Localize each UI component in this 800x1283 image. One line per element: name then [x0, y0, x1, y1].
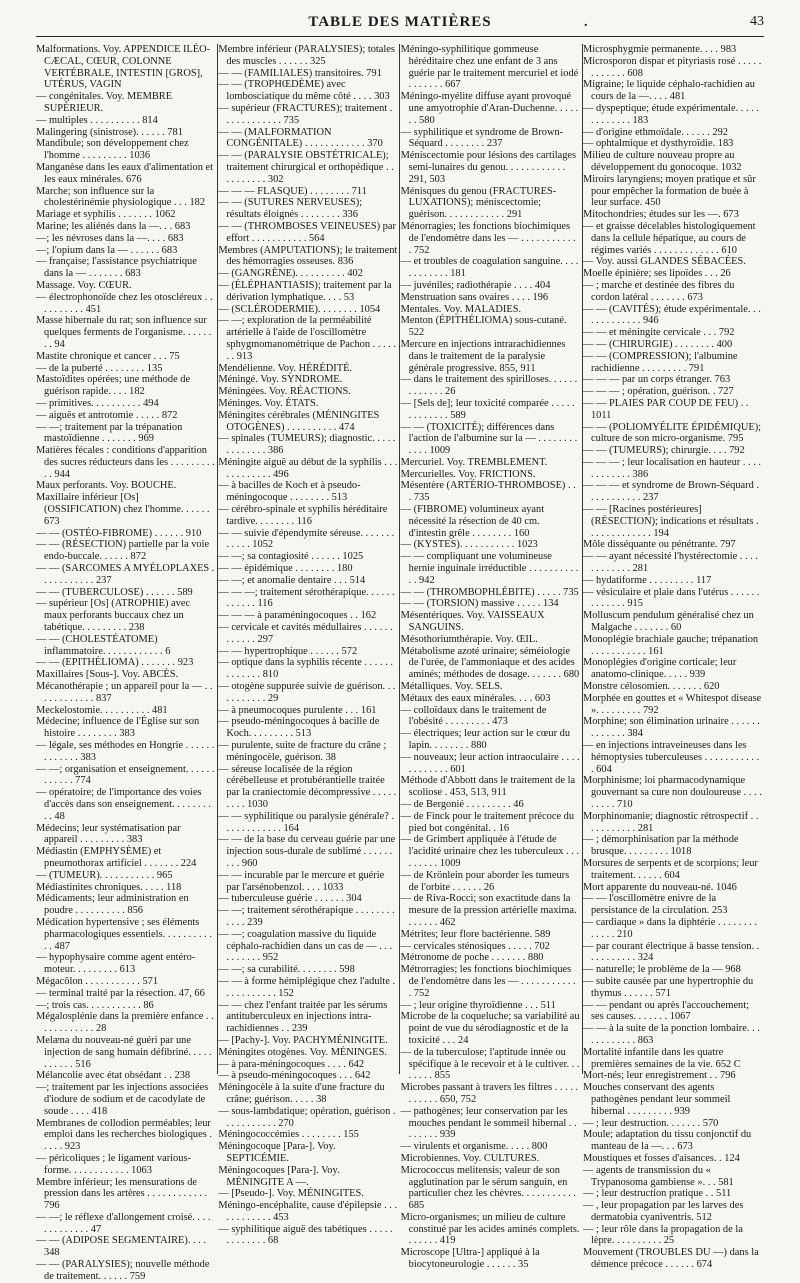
index-entry: Méningo-myélite diffuse ayant provoqué une amyotrophie d'Aran-Duchenne. . . . . . . 580	[400, 91, 579, 126]
index-entry: — à para-méningocoques . . . . 642	[218, 1058, 365, 1070]
index-entry: Mésentériques. Voy. VAISSEAUX SANGUINS.	[400, 610, 545, 634]
index-entry: — supérieur [Os] (ATROPHIE) avec maux perforants buccaux chez un tabétique. . . . . . . . . 238	[36, 598, 191, 634]
index-entry: — hypophysaire comme agent entéro-moteur. . . . . . . . . 613	[36, 952, 196, 976]
index-entry: Morphinomanie; diagnostic rétrospectif . . . . . . . . . . . 281	[582, 810, 759, 834]
index-entry: — électrophonoïde chez les otoscléreux . . . . . . . . . . 451	[36, 291, 213, 315]
index-entry: — , leur propagation par les larves des dermatobia cyaniventris. 512	[582, 1200, 744, 1223]
index-entry: — (SCLÉRODERMIE). . . . . . . . 1054	[218, 303, 381, 315]
index-column-3	[400, 44, 583, 1271]
index-entry: Morphine; son élimination urinaire . . . . . . . . . . . . . 384	[582, 716, 760, 740]
index-entry: — légale, ses méthodes en Hongrie . . . . . . . . . . . . . 383	[36, 740, 215, 763]
index-entry: Massage. Voy. CŒUR.	[36, 279, 132, 291]
index-entry: Maux perforants. Voy. BOUCHE.	[36, 480, 177, 492]
index-entry: Monstre célosomien. . . . . . . 620	[582, 681, 720, 693]
index-entry: — de Bergonié . . . . . . . . . 46	[400, 799, 524, 810]
index-entry: — à bacilles de Koch et à pseudo-méningocoque . . . . . . . . 513	[218, 480, 361, 504]
index-entry: Môle disséquante ou pénétrante. 797	[582, 539, 736, 551]
index-entry: — juvéniles; radiothérapie . . . . 404	[400, 279, 551, 291]
index-entry: — cervicale et cavités médullaires . . . . . . . . . . . . 297	[218, 622, 393, 645]
index-entry: — (FIBROME) volumineux ayant nécessité la résection de 40 cm. d'intestin grêle . . . . . . . . 160	[400, 504, 545, 539]
index-column-4	[582, 44, 764, 1271]
index-entry: — de Finck pour le traitement précoce du pied bot congénital. . 16	[400, 810, 575, 834]
index-entry: Méningo-syphilitique gommeuse héréditaire chez une enfant de 3 ans guérie par le traitement mercuriel et iodé . . . . . . . 667	[400, 44, 579, 91]
index-entry: —; trois cas. . . . . . . . . . . 86	[36, 999, 154, 1011]
index-entry: — de la puberté . . . . . . . . 135	[36, 362, 163, 374]
index-columns	[36, 44, 764, 1282]
index-entry: — —; sa contagiosité . . . . . . 1025	[218, 551, 364, 563]
index-entry: Méningites cérébrales (MÉNINGITES OTOGÈNES) . . . . . . . . . . 474	[218, 409, 380, 433]
index-entry: — — de la base du cerveau guérie par une injection sous-durale de sublimé . . . . . . . . . 960	[218, 834, 396, 869]
index-entry: — — (TOXICITÉ); différences dans l'action de l'albumine sur la — . . . . . . . . . . . . 1009	[400, 421, 578, 457]
index-entry: — multiples . . . . . . . . . . 814	[36, 114, 158, 126]
index-entry: Morphée en gouttes et « Whitespot disease ». . . . . . . . . 792	[582, 692, 762, 716]
index-entry: Mastite chronique et cancer . . . 75	[36, 350, 180, 362]
index-entry: — ; leur rôle dans la propagation de la lèpre. . . . . . . . . . 25	[582, 1223, 743, 1247]
index-entry: — dans le traitement des spirilloses. . . . . . . . . . . . . 26	[400, 374, 578, 398]
index-entry: — —; coagulation massive du liquide céphalo-rachidien dans un cas de — . . . . . . . . . . 952	[218, 928, 393, 964]
index-entry: — Voy. aussi GLANDES SÉBACÉES.	[582, 256, 746, 268]
running-title: TABLE DES MATIÈRES	[308, 14, 492, 30]
index-entry: Moule; adaptation du tissu conjonctif du manteau de la —. . . 673	[582, 1129, 752, 1153]
index-entry: Méningocèle à la suite d'une fracture du crâne; guérison. . . . . 38	[218, 1082, 385, 1105]
index-entry: — — (RÉSECTION) partielle par la voie endo-buccale. . . . . . 872	[36, 539, 210, 563]
index-entry: Médecins; leur systématisation par appareil . . . . . . . . . 383	[36, 822, 181, 846]
index-entry: — —; traitement par la trépanation mastoïdienne . . . . . . . 969	[36, 421, 183, 445]
index-entry: — par courant électrique à basse tension. . . . . . . . . . . 324	[582, 940, 760, 964]
index-entry: Menstruation sans ovaires . . . . 196	[400, 291, 549, 303]
index-entry: Médiastin (EMPHYSÈME) et pneumothorax artificiel . . . . . . . 224	[36, 846, 197, 869]
index-entry: — —; organisation et enseignement. . . . . . . . . . . . 774	[36, 763, 215, 787]
index-entry: — — (SARCOMES A MYÉLOPLAXES . . . . . . . . . . . 237	[36, 563, 215, 586]
header-dot: .	[584, 15, 588, 30]
index-entry: — opératoire; de l'importance des voies d'accès dans son enseignement. . . . . . . . . . 48	[36, 787, 211, 822]
index-entry: Mésothoriumthérapie. Voy. ŒIL.	[400, 633, 538, 645]
index-entry: Mouches conservant des agents pathogènes pendant leur sommeil hibernal . . . . . . . . . 939	[582, 1082, 731, 1117]
index-entry: Médecine; influence de l'Église sur son histoire . . . . . . . . 383	[36, 716, 200, 740]
index-entry: Masse hibernale du rat; son influence sur quelques ferments de l'organisme. . . . . . . . 94	[36, 315, 212, 350]
index-entry: — — incurable par le mercure et guérie par l'arsénobenzol. . . . 1033	[218, 869, 385, 893]
index-entry: — — — et syndrome de Brown-Séquard . . . . . . . . . . . 237	[582, 480, 760, 504]
index-entry: — — (TUBERCULOSE) . . . . . . 589	[36, 586, 193, 598]
index-entry: Mélancolie avec état obsédant . . 238	[36, 1070, 191, 1082]
index-entry: — — (COMPRESSION); l'albumine rachidienne . . . . . . . . . 791	[582, 350, 738, 374]
index-entry: — terminal traité par la résection. 47, 66	[36, 987, 205, 999]
index-entry: — — épidémique . . . . . . . . 180	[218, 563, 353, 575]
index-entry: — — (MALFORMATION CONGÉNITALE) . . . . . . . . . . . . 370	[218, 126, 383, 150]
index-entry: — — (FAMILIALES) transitoires. 791	[218, 67, 382, 79]
index-entry: Microscope [Ultra-] appliqué à la biocytoneurologie . . . . . . 35	[400, 1247, 540, 1271]
index-entry: — naturelle; le problème de la — 968	[582, 964, 741, 976]
index-entry: — ; leur origine thyroïdienne . . . 511	[400, 999, 556, 1011]
index-entry: Menton (ÉPITHÉLIOMA) sous-cutané. 522	[400, 315, 567, 339]
index-entry: — —; exploration de la perméabilité artérielle à l'aide de l'oscillomètre sphygmomanométrique de Pachon . . . . . . . 913	[218, 315, 397, 362]
index-entry: — — et méningite cervicale . . . 792	[582, 327, 735, 339]
index-entry: Monoplégies d'origine corticale; leur anatomo-clinique. . . . . 939	[582, 657, 737, 681]
index-entry: Morphinisme; loi pharmacodynamique gouvernant sa cure non douloureuse . . . . . . . . . 710	[582, 775, 762, 810]
index-entry: — — — FLASQUE) . . . . . . . . 711	[218, 185, 367, 197]
index-entry: — — (THROMBOSES VEINEUSES) par effort . . . . . . . . . . . 564	[218, 220, 396, 244]
index-entry: Méningocoque [Para-]. Voy. SEPTICÉMIE.	[218, 1141, 336, 1164]
index-entry: Méthode d'Abbott dans le traitement de la scoliose . 453, 513, 911	[400, 775, 576, 799]
index-entry: Micro-organismes; un milieu de culture constitué par les acides aminés complets. . . . . . . 419	[400, 1211, 580, 1247]
index-entry: — syphilitique aiguë des tabétiques . . . . . . . . . . . . . 68	[218, 1223, 393, 1247]
index-entry: — — pendant ou après l'accouchement; ses causes. . . . . . . 1067	[582, 999, 750, 1023]
index-entry: Microsphygmie permanente. . . . 983	[582, 44, 737, 55]
index-column-1	[36, 44, 218, 1282]
index-entry: Méningite aiguë au début de la syphilis . . . . . . . . . . . . 496	[218, 456, 398, 480]
index-entry: Médication hypertensive ; ses éléments pharmacologiques essentiels. . . . . . . . . . . . 487	[36, 916, 212, 952]
index-entry: — [Pseudo-]. Voy. MÉNINGITES.	[218, 1188, 364, 1200]
index-entry: Membres (AMPUTATIONS); le traitement des hémorragies osseuses. 836	[218, 244, 398, 268]
index-entry: Méningées. Voy. RÉACTIONS.	[218, 386, 351, 398]
index-entry: Mortalité infantile dans les quatre premières semaines de la vie. 652 C	[582, 1046, 741, 1070]
index-entry: — — suivie d'épendymite séreuse. . . . . . . . . . . . 1052	[218, 527, 395, 551]
index-entry: Membre inférieur (PARALYSIES); totales des muscles . . . . . . 325	[218, 44, 395, 67]
index-entry: Mercurielles. Voy. FRICTIONS.	[400, 468, 536, 480]
index-entry: Méningo-encéphalite, cause d'épilepsie . . . . . . . . . . . . 453	[218, 1200, 398, 1223]
index-entry: Maxillaires [Sous-]. Voy. ABCÈS.	[36, 669, 179, 681]
index-entry: — pathogènes; leur conservation par les mouches pendant le sommeil hibernal . . . . . . . . 939	[400, 1105, 577, 1141]
index-entry: — ; leur destruction pratique . . 511	[582, 1188, 732, 1200]
index-entry: Microbiennes. Voy. CULTURES.	[400, 1152, 540, 1164]
index-entry: — tuberculeuse guérie . . . . . . 304	[218, 893, 362, 905]
index-entry: — de Krönlein pour aborder les tumeurs de l'orbite . . . . . . 26	[400, 869, 570, 893]
index-entry: — — hypertrophique . . . . . . 572	[218, 645, 358, 657]
index-entry: Mégalosplénie dans la première enfance . . . . . . . . . . . . 28	[36, 1011, 214, 1035]
index-entry: — de Grimbert appliquée à l'étude de l'acidité urinaire chez les tuberculeux . . . . . . . . . 1009	[400, 834, 580, 869]
index-entry: Médiastinites chroniques. . . . . 118	[36, 881, 182, 893]
index-entry: — virulents et organisme. . . . . 800	[400, 1141, 548, 1153]
index-entry: — en injections intraveineuses dans les hémoptysies tuberculeuses . . . . . . . . . . . . 604	[582, 740, 760, 775]
index-entry: Marche; son influence sur la cholestérinémie physiologique . . . 182	[36, 185, 206, 209]
index-entry: Ménisques du genou (FRACTURES-LUXATIONS); méniscectomie; guérison. . . . . . . . . . . . 291	[400, 185, 557, 221]
index-entry: Médicaments; leur administration en poudre . . . . . . . . . . 856	[36, 893, 189, 917]
index-entry: Malingering (sinistrose). . . . . . 781	[36, 126, 183, 138]
index-entry: — et graisse décelables histologiquement dans la cellule hépatique, au cours de régimes variés . . . . . . . . . . . . . 610	[582, 220, 756, 256]
index-entry: — péricoliques ; le ligament various-forme. . . . . . . . . . . . 1063	[36, 1152, 191, 1176]
index-entry: — — (TUMEURS); chirurgie. . . . 792	[582, 445, 745, 457]
index-entry: — — l'oscillomètre enivre de la persistance de la circulation. 253	[582, 893, 728, 917]
index-entry: Mégacôlon . . . . . . . . . . . 571	[36, 975, 159, 987]
index-entry: Mercuriel. Voy. TREMBLEMENT.	[400, 456, 548, 468]
index-entry: — syphilitique et syndrome de Brown-Séquard . . . . . . . . 237	[400, 126, 564, 150]
index-entry: — agents de transmission du « Trypanosoma gambiense ». . . 581	[582, 1164, 734, 1188]
page-number: 43	[750, 14, 764, 29]
index-entry: — (ÉLÉPHANTIASIS); traitement par la dérivation lymphatique. . . . 53	[218, 279, 392, 303]
index-entry: Morsures de serpents et de scorpions; leur traitement. . . . . . 604	[582, 857, 758, 881]
index-entry: Matières fécales : conditions d'apparition des sucres réducteurs dans les . . . . . . . . . . . 944	[36, 445, 215, 480]
index-entry: — — —; traitement sérothérapique. . . . . . . . . . . . 116	[218, 586, 395, 610]
index-entry: — — (POLIOMYÉLITE ÉPIDÉMIQUE); culture de son micro-organisme. 795	[582, 421, 762, 445]
index-entry: — — (ADIPOSE SEGMENTAIRE). . . . 348	[36, 1235, 207, 1259]
index-entry: — — (CHIRURGIE) . . . . . . . . 400	[582, 338, 733, 350]
index-entry: Méninges. Voy. ÉTATS.	[218, 397, 319, 409]
index-entry: — supérieur (FRACTURES); traitement . . . . . . . . . . . . 735	[218, 102, 393, 126]
index-entry: — cervicales sténosiques . . . . . 702	[400, 940, 550, 952]
index-entry: — pseudo-méningocoques à bacille de Koch. . . . . . . . . 513	[218, 716, 380, 740]
index-entry: Micrococcus melitensis; valeur de son agglutination par le sérum sanguin, en particulier chez les chèvres. . . . . . . . . . . 685	[400, 1164, 576, 1212]
index-entry: Marine; les aliénés dans la —. . . 683	[36, 220, 191, 232]
index-entry: Ménorragies; les fonctions biochimiques de l'endomètre dans les — . . . . . . . . . . . . 752	[400, 220, 576, 256]
index-entry: Mort apparente du nouveau-né. 1046	[582, 881, 737, 893]
index-entry: — cardiaque » dans la diphtérie . . . . . . . . . . . . . 210	[582, 916, 757, 940]
index-entry: Moelle épinière; ses lipoïdes . . . 26	[582, 268, 731, 280]
index-entry: — d'origine ethmoïdale. . . . . . 292	[582, 126, 728, 138]
index-entry: Microbe de la coqueluche; sa variabilité au point de vue du sérodiagnostic et de la toxicité . . . 24	[400, 1011, 580, 1046]
index-entry: Métrites; leur flore bactérienne. 589	[400, 928, 551, 940]
index-entry: — — — ; leur localisation en hauteur . . . . . . . . . . . . 386	[582, 456, 762, 480]
index-entry: — séreuse localisée de la région cérébelleuse et protubérantielle traitée par la craniectomie décompressive . . . . . . . . . 1030	[218, 763, 397, 810]
index-entry: — —; sa curabilité. . . . . . . . 598	[218, 964, 355, 976]
index-entry: Milieu de culture nouveau propre au développement du gonocoque. 1032	[582, 150, 742, 173]
index-entry: — — (EPITHÉLIOMA) . . . . . . . 923	[36, 657, 194, 669]
index-entry: Mariage et syphilis . . . . . . . 1062	[36, 209, 176, 221]
index-entry: — [Pachy-]. Voy. PACHYMÉNINGITE.	[218, 1034, 388, 1046]
index-entry: — [Sels de]; leur toxicité comparée . . . . . . . . . . . . . 589	[400, 397, 575, 421]
index-entry: Maxillaire inférieur [Os] (OSSIFICATION) chez l'homme. . . . . . 673	[36, 492, 210, 527]
index-entry: Méningites otogènes. Voy. MÉNINGES.	[218, 1046, 387, 1058]
index-entry: — — chez l'enfant traitée par les sérums antituberculeux en injections intra-rachidiennes . . 239	[218, 999, 388, 1035]
index-entry: — — — à paraméningocoques . . 162	[218, 610, 377, 622]
page-header	[36, 14, 764, 37]
index-entry: Molluscum pendulum généralisé chez un Malgache . . . . . . . 60	[582, 610, 754, 634]
index-entry: Mitochondries; études sur les —. 673	[582, 209, 739, 221]
index-entry: Membre inférieur; les mensurations de pression dans les artères . . . . . . . . . . . . 796	[36, 1176, 208, 1212]
index-entry: Métrorragies; les fonctions biochimiques de l'endomètre dans les — . . . . . . . . . . . . 752	[400, 964, 576, 999]
index-entry: — — [Racines postérieures] (RÉSECTION); indications et résultats . . . . . . . . . . . . . 194	[582, 504, 759, 539]
index-entry: Membranes de collodion perméables; leur emploi dans les recherches biologiques . . . . . 923	[36, 1117, 212, 1153]
index-entry: — — à la suite de la ponction lombaire. . . . . . . . . . . . 863	[582, 1023, 760, 1046]
index-entry: — —; et anomalie dentaire . . . 514	[218, 574, 366, 586]
index-entry: Malformations. Voy. APPENDICE ILÉO-CÆCAL, CŒUR, COLONNE VERTÉBRALE, INTESTIN [GROS], UTÉRUS, VAGIN	[36, 44, 211, 91]
index-entry: Melæna du nouveau-né guéri par une injection de sang humain défibriné. . . . . . . . . . . 516	[36, 1034, 212, 1070]
index-entry: — aiguës et antrotomie . . . . . 872	[36, 409, 178, 421]
index-entry: — hydatiforme . . . . . . . . . 117	[582, 574, 712, 586]
index-entry: Métaux des eaux minérales. . . . 603	[400, 692, 551, 704]
index-entry: Monoplégie brachiale gauche; trépanation . . . . . . . . . . . 161	[582, 633, 759, 657]
index-entry: Mouvement (TROUBLES DU —) dans la démence précoce . . . . . . 674	[582, 1247, 759, 1271]
index-entry: — colloïdaux dans le traitement de l'obésité . . . . . . . . . 473	[400, 704, 547, 728]
index-entry: Méningé. Voy. SYNDROME.	[218, 374, 343, 386]
index-entry: — optique dans la syphilis récente . . . . . . . . . . . . . 810	[218, 657, 393, 681]
index-entry: — ; marche et destinée des fibres du cordon latéral . . . . . . . 673	[582, 279, 735, 303]
index-entry: — —; traitement sérothérapique . . . . . . . . . . . . 239	[218, 905, 395, 928]
index-entry: Mandibule; son développement chez l'homme . . . . . . . . . 1036	[36, 138, 189, 162]
index-entry: Mentales. Voy. MALADIES.	[400, 303, 522, 315]
index-entry: — subite causée par une hypertrophie du thymus . . . . . . 571	[582, 975, 754, 999]
index-entry: Métabolisme azoté urinaire; séméiologie de l'urée, de l'ammoniaque et des acides aminés; méthodes de dosage. . . . . . . 680	[400, 645, 580, 681]
index-entry: — — (OSTÉO-FIBROME) . . . . . . 910	[36, 527, 202, 539]
index-entry: — ; démorphinisation par la méthode brusque. . . . . . . . . 1018	[582, 834, 739, 858]
index-entry: — — — par un corps étranger. 763	[582, 374, 731, 386]
index-entry: —; les névroses dans la —. . . . 683	[36, 232, 184, 244]
index-entry: — (GANGRÈNE). . . . . . . . . . 402	[218, 268, 363, 280]
index-entry: — — PLAIES PAR COUP DE FEU) . . 1011	[582, 397, 749, 421]
index-entry: —; traitement par les injections associées d'iodure de sodium et de cacodylate de soude . . . . 418	[36, 1082, 209, 1117]
index-entry: Métronome de poche . . . . . . . 880	[400, 952, 544, 964]
index-entry: — — à forme hémiplégique chez l'adulte . . . . . . . . . . . 152	[218, 975, 396, 999]
index-entry: — cérébro-spinale et syphilis héréditaire tardive. . . . . . . . 116	[218, 504, 388, 527]
index-entry: — — (SUTURES NERVEUSES); résultats éloignés . . . . . . . . 336	[218, 197, 363, 221]
index-entry: Manganèse dans les eaux d'alimentation et les eaux minérales. 676	[36, 161, 214, 185]
index-entry: Métalliques. Voy. SELS.	[400, 681, 503, 693]
index-entry: Méniscectomie pour lésions des cartilages semi-lunaires du genou. . . . . . . . . . . . 291, 503	[400, 150, 577, 185]
index-entry: — à pseudo-méningocoques . . . 642	[218, 1070, 371, 1082]
index-entry: Mastoïdites opérées; une méthode de guérison rapide. . . . 182	[36, 374, 191, 398]
index-entry: — électriques; leur action sur le cœur du lapin. . . . . . . . 880	[400, 728, 571, 752]
index-entry: — ; leur destruction. . . . . . . 570	[582, 1117, 719, 1129]
index-entry: — et troubles de coagulation sanguine. . . . . . . . . . . . 181	[400, 256, 579, 280]
index-entry: Microbes passant à travers les filtres . . . . . . . . . . . 650, 752	[400, 1082, 579, 1105]
index-entry: — (KYSTES). . . . . . . . . . . 1023	[400, 539, 538, 551]
index-entry: — à pneumocoques purulente . . . 161	[218, 704, 377, 716]
index-entry: — —; le réflexe d'allongement croisé. . . . . . . . . . . . . 47	[36, 1211, 211, 1235]
index-entry: Microsporon dispar et pityriasis rosé . . . . . . . . . . . . 608	[582, 55, 762, 79]
index-entry: — — (THROMBOPHLÉBITE) . . . . . 735	[400, 586, 579, 598]
index-entry: — de Riva-Rocci; son exactitude dans la mesure de la pression artérielle maxima. . . . . . . 462	[400, 893, 577, 928]
index-entry: — (TUMEUR). . . . . . . . . . . 965	[36, 869, 173, 881]
index-entry: — — — ; opération, guérison. . 727	[582, 386, 734, 398]
index-entry: Meckelostomie. . . . . . . . . . 481	[36, 704, 168, 716]
index-entry: —; l'opium dans la — . . . . . . 683	[36, 244, 178, 256]
index-entry: — — ayant nécessité l'hystérectomie . . . . . . . . . . . . 281	[582, 551, 758, 575]
index-entry: — nouveaux; leur action intraoculaire . . . . . . . . . . . . 601	[400, 751, 580, 775]
index-entry: — — compliquant une volumineuse hernie inguinale irréductible . . . . . . . . . . . . 942	[400, 551, 579, 586]
index-entry: Migraine; le liquide céphalo-rachidien au cours de la —. . . . 481	[582, 79, 755, 103]
index-entry: — — syphilitique ou paralysie générale? . . . . . . . . . . . . 164	[218, 810, 395, 834]
index-entry: Mécanothérapie ; un appareil pour la — . . . . . . . . . . . . 837	[36, 681, 213, 704]
index-entry: — congénitales. Voy. MEMBRE SUPÉRIEUR.	[36, 91, 173, 114]
index-entry: Mercure en injections intrarachidiennes dans le traitement de la paralysie générale progressive. 855, 911	[400, 338, 566, 374]
index-entry: — — (TROPHŒDÈME) avec lombosciatique du même côté . . . . 303	[218, 79, 390, 103]
index-entry: Moustiques et fosses d'aisances. . 124	[582, 1152, 740, 1164]
index-entry: Méningocoques [Para-]. Voy. MÉNINGITE A —.	[218, 1164, 340, 1188]
index-entry: — vésiculaire et plaie dans l'utérus . . . . . . . . . . . . . 915	[582, 586, 760, 610]
index-entry: Mésentère (ARTÉRIO-THROMBOSE) . . . 735	[400, 480, 576, 504]
index-entry: — — (CAVITÉS); étude expérimentale. . . . . . . . . . . . . 946	[582, 303, 761, 327]
index-entry: — — (CHOLESTÉATOME) inflammatoire. . . . . . . . . . . . 6	[36, 633, 171, 657]
index-entry: — ophtalmique et dysthyroïdie. 183	[582, 138, 734, 150]
index-entry: — — (TORSION) massive . . . . . 134	[400, 598, 559, 610]
index-entry: — — (PARALYSIES); nouvelle méthode de traitement. . . . . . 759	[36, 1259, 210, 1282]
index-entry: — sous-lambdatique; opération, guérison . . . . . . . . . . . 270	[218, 1105, 396, 1129]
index-entry: — — (PARALYSIE OBSTÉTRICALE); traitement chirurgical et orthopédique . . . . . . . . . . 302	[218, 150, 394, 185]
index-entry: — otogène suppurée suivie de guérison. . . . . . . . . . . 29	[218, 681, 396, 704]
index-entry: — spinales (TUMEURS); diagnostic. . . . . . . . . . . . . 386	[218, 433, 396, 457]
index-entry: Mort-nés; leur enregistrement . . 796	[582, 1070, 736, 1082]
index-column-2	[218, 44, 400, 1247]
index-entry: — de la tuberculose; l'aptitude innée ou spécifique à le recevoir et à le cultiver. . . . . . . . 855	[400, 1046, 580, 1082]
index-entry: — primitives. . . . . . . . . . 494	[36, 397, 159, 409]
index-entry: — française; l'assistance psychiatrique dans la — . . . . . . . 683	[36, 256, 197, 280]
index-entry: Mendélienne. Voy. HÉRÉDITÉ.	[218, 362, 353, 374]
index-entry: Miroirs laryngiens; moyen pratique et sûr pour empêcher la formation de buée à leur surface. 450	[582, 173, 756, 209]
index-entry: — purulente, suite de fracture du crâne ; méningocèle, guérison. 38	[218, 740, 387, 763]
index-entry: — dyspeptique; étude expérimentale. . . . . . . . . . . . . 183	[582, 102, 759, 126]
index-entry: Méningococcémies . . . . . . . . 155	[218, 1129, 359, 1141]
